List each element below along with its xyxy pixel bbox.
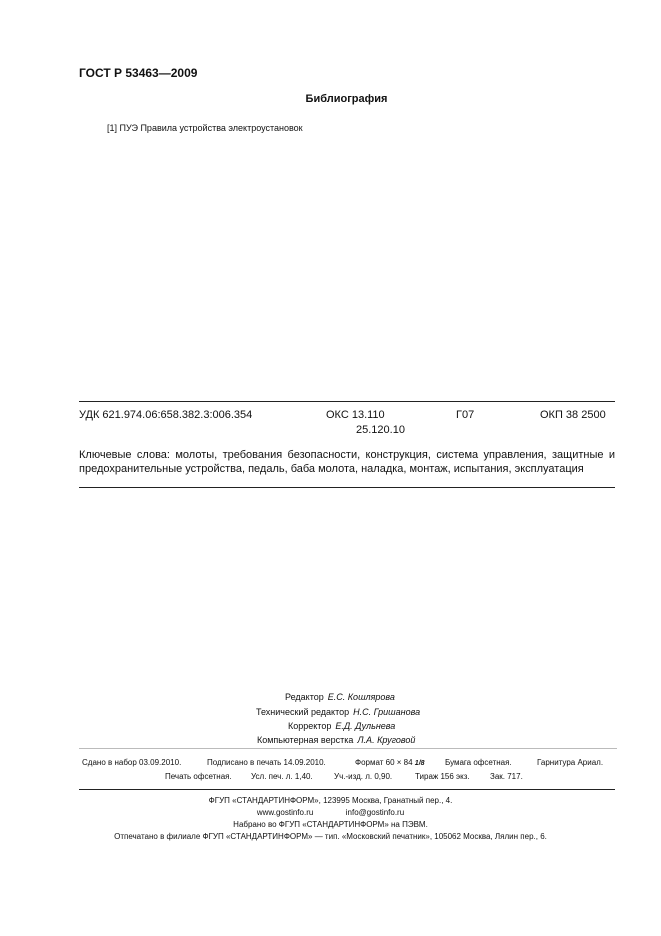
imprint-format-label: Формат 60 × 84 xyxy=(355,758,413,767)
bibliography-item: [1] ПУЭ Правила устройства электроустановок xyxy=(107,123,303,133)
imprint-format-fraction: 1/8 xyxy=(414,760,425,767)
divider-keywords xyxy=(79,487,615,488)
document-code: ГОСТ Р 53463—2009 xyxy=(79,66,198,80)
keywords: Ключевые слова: молоты, требования безопасности, конструкция, система управления, защитные и предохранительные устройства, педаль, баба молота, наладка, монтаж, испытания, эксплуатация xyxy=(79,449,615,475)
staff-editor xyxy=(285,692,395,702)
staff-tech-editor xyxy=(256,707,420,717)
imprint-print: Печать офсетная. xyxy=(165,772,232,781)
udk-code: УДК 621.974.06:658.382.3:006.354 xyxy=(79,409,253,421)
imprint-sent: Сдано в набор 03.09.2010. xyxy=(82,758,182,767)
publisher-address: ФГУП «СТАНДАРТИНФОРМ», 123995 Москва, Гранатный пер., 4. xyxy=(208,796,453,805)
staff-role: Компьютерная верстка xyxy=(257,735,354,745)
imprint-font: Гарнитура Ариал. xyxy=(537,758,604,767)
oks-code: ОКС 13.110 xyxy=(326,409,385,421)
publisher-contacts xyxy=(0,808,661,817)
imprint-paper: Бумага офсетная. xyxy=(445,758,512,767)
imprint-run: Тираж 156 экз. xyxy=(415,772,470,781)
divider-top xyxy=(79,401,615,402)
okp-code: ОКП 38 2500 xyxy=(540,409,606,421)
imprint-pub: Уч.-изд. л. 0,90. xyxy=(334,772,393,781)
staff-person: Е.С. Кошлярова xyxy=(327,692,395,702)
divider-publisher xyxy=(79,789,615,790)
imprint-format xyxy=(355,758,425,767)
imprint-order: Зак. 717. xyxy=(490,772,523,781)
publisher-email[interactable]: info@gostinfo.ru xyxy=(345,808,405,817)
staff-person: Л.А. Круговой xyxy=(357,735,416,745)
divider-imprint xyxy=(79,748,617,749)
staff-layout xyxy=(257,735,415,745)
publisher-printed: Отпечатано в филиале ФГУП «СТАНДАРТИНФОРМ» — тип. «Московский печатник», 105062 Москва, Лялин пер., 6. xyxy=(114,832,547,841)
staff-role: Редактор xyxy=(285,692,324,702)
publisher-site[interactable]: www.gostinfo.ru xyxy=(256,808,314,817)
staff-role: Технический редактор xyxy=(256,707,350,717)
imprint-signed: Подписано в печать 14.09.2010. xyxy=(207,758,326,767)
staff-person: Н.С. Гришанова xyxy=(353,707,421,717)
staff-role: Корректор xyxy=(288,721,332,731)
group-code: Г07 xyxy=(456,409,475,421)
publisher-typeset: Набрано во ФГУП «СТАНДАРТИНФОРМ» на ПЭВМ. xyxy=(233,820,428,829)
staff-proofreader xyxy=(288,721,395,731)
oks-code-secondary: 25.120.10 xyxy=(356,424,405,436)
bibliography-title: Библиография xyxy=(305,93,388,105)
imprint-cond: Усл. печ. л. 1,40. xyxy=(251,772,313,781)
staff-person: Е.Д. Дульнева xyxy=(335,721,396,731)
